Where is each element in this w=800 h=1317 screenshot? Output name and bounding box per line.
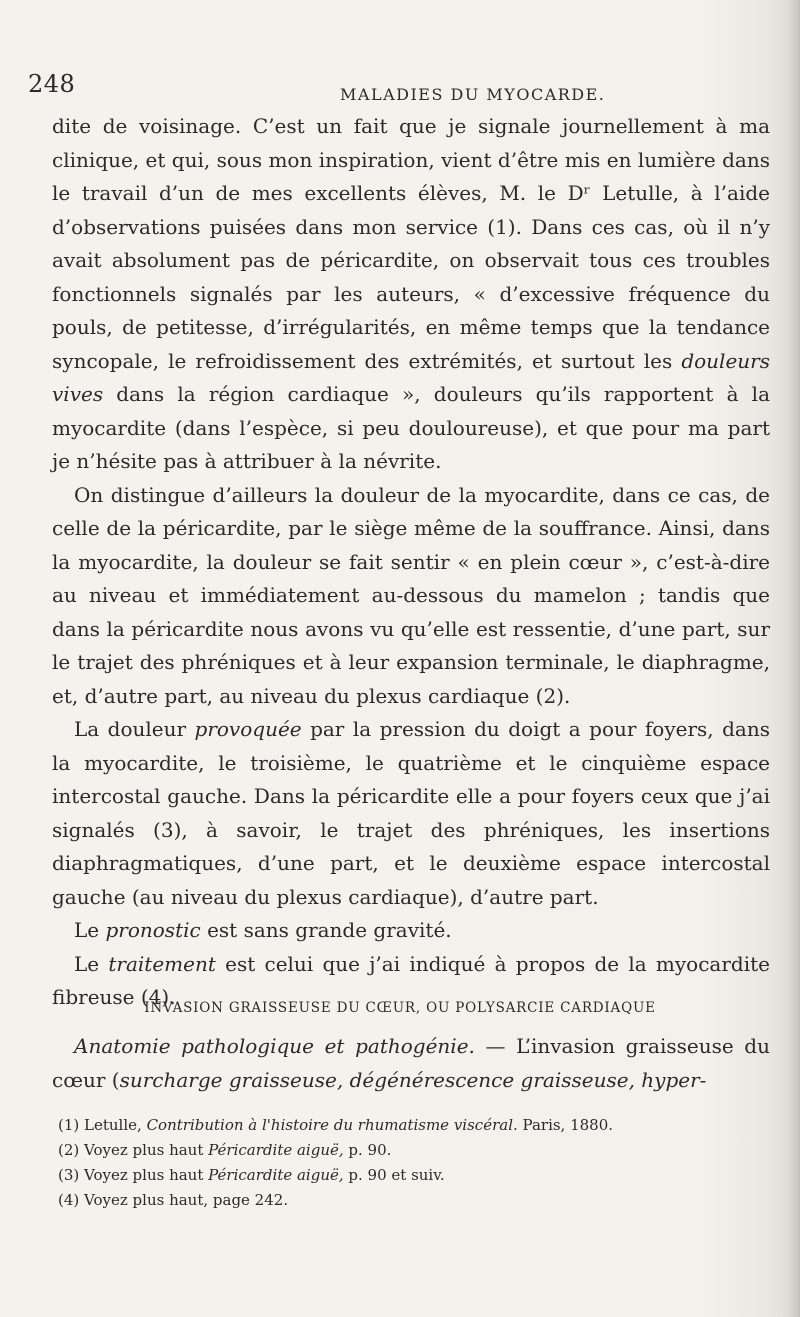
footnote-text-b: p. 90. [343, 1141, 392, 1159]
paragraph-3-italic: provoquée [194, 717, 302, 741]
section-paragraph [52, 1030, 770, 1097]
paragraph-5-text-b: est celui que j’ai indiqué à propos de la myocardite fibreuse (4). [52, 951, 770, 1009]
paragraph-5-italic: traitement [108, 951, 216, 976]
section-body [52, 1030, 770, 1097]
running-head: MALADIES DU MYOCARDE. [340, 85, 606, 104]
footnote-number: (4) [58, 1191, 80, 1209]
footnote-italic: Péricardite aiguë, [208, 1141, 344, 1159]
paragraph-1-text-a: dite de voisinage. C’est un fait que je signale journellement à ma clinique, et qui, sous mon inspiration, vient d’être mis en lumière dans le travail d’un de mes excellents élèves, M. le Dʳ Letulle, à l’aide d’observations puisées dans mon service (1). Dans ces cas, où il n’y avait absolument pas de péricardite, on observait tous ces troubles fonctionnels signalés par les auteurs, « d’excessive fréquence du pouls, de petitesse, d’irrégularités, en même temps que la tendance syncopale, le refroidissement des extrémités, et surtout les [52, 114, 770, 373]
paragraph-4-text-b: est sans grande gravité. [200, 918, 452, 942]
page-edge-shadow [786, 0, 800, 1317]
page-number: 248 [28, 70, 76, 98]
footnote-1 [52, 1113, 770, 1138]
footnote-text-b: p. 90 et suiv. [343, 1166, 445, 1184]
paragraph-3-text-b: par la pression du doigt a pour foyers, dans la myocardite, le troisième, le quatrième et le cinquième espace intercostal gauche. Dans la péricardite elle a pour foyers ceux que j’ai signalés (3), à savoir, le trajet des phréniques, les insertions diaphragmatiques, d’une part, et le deuxième espace intercostal gauche (au niveau du plexus cardiaque), d’autre part. [52, 717, 770, 909]
section-text-a: — L’invasion graisseuse du cœur ( [52, 1034, 770, 1092]
section-italic-title: Anatomie pathologique et pathogénie. [74, 1034, 475, 1058]
paragraph-1-text-b: dans la région cardiaque », douleurs qu’ils rapportent à la myocardite (dans l’espèce, si peu douloureuse), et que pour ma part je n’hésite pas à attribuer à la névrite. [52, 382, 770, 473]
footnote-number: (3) [58, 1166, 80, 1184]
footnotes [52, 1113, 770, 1213]
footnote-number: (1) [58, 1116, 80, 1134]
paragraph-3-text-a: La douleur [74, 717, 195, 741]
footnote-italic: Péricardite aiguë, [208, 1166, 344, 1184]
paragraph-3 [52, 713, 770, 914]
footnote-text-a: Letulle, [84, 1116, 147, 1134]
paragraph-4-italic: pronostic [105, 918, 201, 942]
footnote-number: (2) [58, 1141, 80, 1159]
paragraph-5-text-a: Le [74, 951, 109, 976]
paragraph-4-text-a: Le [74, 918, 106, 942]
paragraph-1-italic: douleurs vives [52, 348, 770, 406]
footnote-text-a: Voyez plus haut [84, 1166, 209, 1184]
paragraph-2: On distingue d’ailleurs la douleur de la myocardite, dans ce cas, de celle de la péricardite, par le siège même de la souffrance. Ainsi, dans la myocardite, la douleur se fait sentir « en plein cœur », c’est-à-dire au niveau et immédiatement au-dessous du mamelon ; tandis que dans la péricardite nous avons vu qu’elle est ressentie, d’une part, sur le trajet des phréniques et à leur expansion terminale, le diaphragme, et, d’autre part, au niveau du plexus cardiaque (2). [52, 482, 770, 708]
footnote-4 [52, 1188, 770, 1213]
body-text [52, 110, 770, 1015]
section-heading: INVASION GRAISSEUSE DU CŒUR, OU POLYSARCIE CARDIAQUE [144, 1000, 656, 1016]
footnote-text-a: Voyez plus haut [84, 1141, 209, 1159]
footnote-italic: Contribution à l'histoire du rhumatisme viscéral. [146, 1116, 518, 1134]
footnote-2 [52, 1138, 770, 1163]
footnote-text-a: Voyez plus haut, page 242. [84, 1191, 289, 1209]
paragraph-4 [52, 914, 770, 948]
paragraph-1 [52, 110, 770, 479]
section-italic-terms: surcharge graisseuse, dégénérescence graisseuse, hyper- [119, 1067, 707, 1092]
footnote-text-b: Paris, 1880. [517, 1116, 614, 1134]
footnote-3 [52, 1163, 770, 1188]
